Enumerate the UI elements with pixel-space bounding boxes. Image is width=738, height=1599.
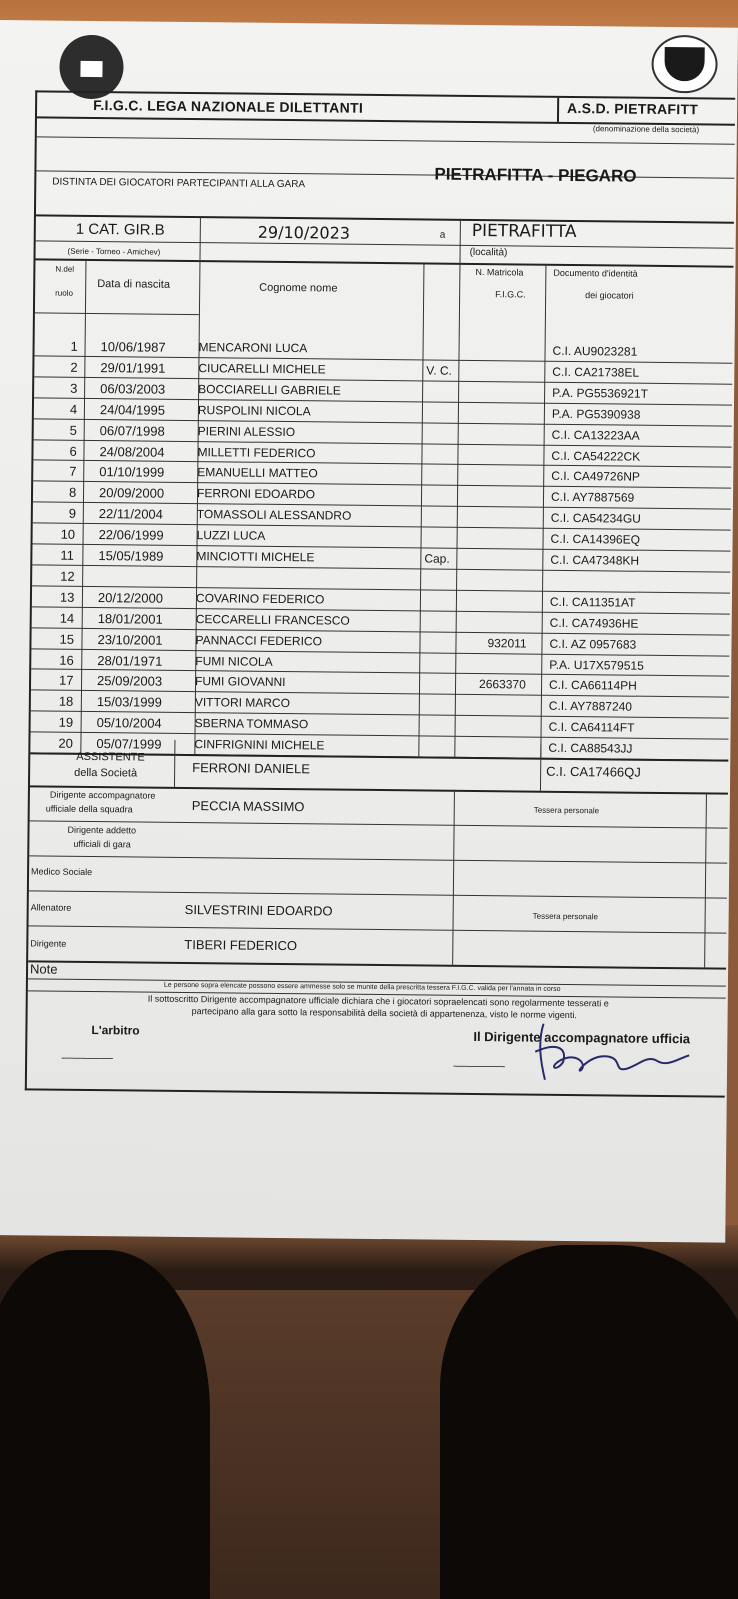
allenatore-name: SILVESTRINI EDOARDO xyxy=(184,901,333,919)
medico-label: Medico Sociale xyxy=(31,866,93,878)
match-sheet-paper xyxy=(0,20,738,1243)
col-doc-1: Documento d'identità xyxy=(553,267,638,279)
player-document: C.I. CA54234GU xyxy=(550,510,641,526)
player-document: P.A. PG5536921T xyxy=(552,385,649,401)
player-birth-date: 20/12/2000 xyxy=(97,589,164,606)
player-name: PIERINI ALESSIO xyxy=(197,423,296,439)
player-number: 8 xyxy=(68,485,77,501)
declaration-line-2: partecipano alla gara sotto la responsabilità della società di appartenenza, visto le norme vigenti. xyxy=(191,1006,577,1021)
table-column-divider xyxy=(540,264,546,758)
player-birth-date: 22/11/2004 xyxy=(98,506,164,522)
player-name: RUSPOLINI NICOLA xyxy=(197,402,311,418)
player-role: V. C. xyxy=(426,363,453,378)
player-name: CINFRIGNINI MICHELE xyxy=(194,737,325,753)
player-document: P.A. PG5390938 xyxy=(551,406,641,422)
player-number: 13 xyxy=(59,589,75,605)
player-birth-date: 18/01/2001 xyxy=(97,610,163,627)
player-name: PANNACCI FEDERICO xyxy=(195,632,323,648)
dirigente-name: TIBERI FEDERICO xyxy=(184,936,298,954)
player-number: 11 xyxy=(60,547,74,563)
player-name: MILLETTI FEDERICO xyxy=(197,444,316,460)
player-name: CIUCARELLI MICHELE xyxy=(198,360,326,377)
player-name: TOMASSOLI ALESSANDRO xyxy=(196,507,352,523)
player-number: 14 xyxy=(59,610,75,626)
player-number: 4 xyxy=(69,401,78,417)
player-number: 16 xyxy=(59,652,74,668)
club-name: A.S.D. PIETRAFITT xyxy=(567,99,699,118)
dirigente-acc-name: PECCIA MASSIMO xyxy=(191,798,305,815)
player-birth-date: 24/04/1995 xyxy=(99,401,166,418)
place: PIETRAFITTA xyxy=(471,220,577,243)
player-number: 1 xyxy=(70,338,78,354)
player-number: 9 xyxy=(68,505,77,522)
col-name: Cognome nome xyxy=(259,281,338,295)
player-document: C.I. CA74936HE xyxy=(549,615,639,631)
fine-print: Le persone sopra elencate possono essere ammesse solo se munite della prescritta tessera F.I.G.C. valida per l'annata in corso xyxy=(163,981,561,993)
player-matricola: 932011 xyxy=(487,635,527,651)
player-birth-date: 05/10/2004 xyxy=(96,715,162,731)
player-document: C.I. AY7887569 xyxy=(550,490,635,505)
dirigente-signature-label: Il Dirigente accompagnatore ufficia xyxy=(473,1029,691,1047)
addetto-label-2: ufficiali di gara xyxy=(73,838,131,850)
player-birth-date: 28/01/1971 xyxy=(97,652,163,669)
header-divider xyxy=(35,312,199,315)
player-birth-date: 15/05/1989 xyxy=(98,548,164,564)
assistant-doc: C.I. CA17466QJ xyxy=(546,763,641,780)
match-title: PIETRAFITTA - PIEGARO xyxy=(434,164,637,186)
allenatore-label: Allenatore xyxy=(30,902,72,913)
player-document: C.I. CA64114FT xyxy=(548,719,635,735)
player-birth-date: 23/10/2001 xyxy=(97,631,163,648)
note-label: Note xyxy=(29,961,58,977)
player-number: 17 xyxy=(59,673,74,689)
player-number: 20 xyxy=(58,735,73,751)
player-number: 12 xyxy=(60,568,75,584)
addetto-label-1: Dirigente addetto xyxy=(67,824,137,836)
player-document: C.I. AU9023281 xyxy=(552,343,638,359)
player-birth-date: 01/10/1999 xyxy=(99,464,165,481)
player-name: COVARINO FEDERICO xyxy=(195,590,325,607)
match-sheet-form xyxy=(25,90,735,1097)
player-role: Cap. xyxy=(424,551,450,566)
player-document: C.I. CA54222CK xyxy=(551,448,641,464)
player-document: C.I. CA21738EL xyxy=(552,364,640,380)
col-birth: Data di nascita xyxy=(97,278,171,291)
dark-shadow-left xyxy=(0,1250,210,1599)
list-label: DISTINTA DEI GIOCATORI PARTECIPANTI ALLA GARA xyxy=(52,176,306,191)
player-birth-date: 20/09/2000 xyxy=(98,485,165,502)
player-birth-date: 25/09/2003 xyxy=(97,673,163,690)
player-name: FERRONI EDOARDO xyxy=(196,486,316,502)
player-birth-date: 05/07/1999 xyxy=(96,736,162,752)
player-document: C.I. AZ 0957683 xyxy=(549,636,637,652)
player-number: 3 xyxy=(70,380,78,396)
player-number: 10 xyxy=(60,526,76,542)
declaration-line-1: Il sottoscritto Dirigente accompagnatore ufficiale dichiara che i giocatori sopraelencati sono regolarmente tesserati e xyxy=(147,993,609,1009)
player-name: MINCIOTTI MICHELE xyxy=(196,549,315,565)
place-caption: (località) xyxy=(469,246,508,259)
col-matricola-1: N. Matricola xyxy=(475,266,524,278)
assistant-label-1: ASSISTENTE xyxy=(76,750,145,764)
player-birth-date: 10/06/1987 xyxy=(100,339,166,355)
lnd-logo-icon xyxy=(59,35,124,100)
arbitro-label: L'arbitro xyxy=(91,1023,140,1038)
player-name: CECCARELLI FRANCESCO xyxy=(195,611,350,628)
player-document: C.I. CA14396EQ xyxy=(550,531,641,547)
col-matricola-2: F.I.G.C. xyxy=(495,289,526,300)
player-name: BOCCIARELLI GABRIELE xyxy=(198,381,341,398)
player-document: C.I. CA47348KH xyxy=(550,552,640,568)
player-birth-date: 22/06/1999 xyxy=(98,527,164,543)
player-number: 15 xyxy=(59,631,75,647)
dark-shadow-right xyxy=(440,1245,738,1599)
category-caption: (Serie - Torneo - Amichev) xyxy=(67,246,161,257)
player-document: P.A. U17X579515 xyxy=(549,657,644,673)
player-birth-date: 24/08/2004 xyxy=(99,443,165,460)
tessera-label-1: Tessera personale xyxy=(533,805,600,816)
club-name-caption: (denominazione della società) xyxy=(592,124,700,135)
player-name: FUMI NICOLA xyxy=(195,653,273,669)
table-column-divider xyxy=(418,262,424,756)
player-number: 6 xyxy=(69,443,77,459)
table-column-divider xyxy=(454,219,461,757)
dirigente-signature-line: ---------------------- xyxy=(453,1060,505,1073)
player-birth-date: 15/03/1999 xyxy=(96,694,163,711)
player-name: MENCARONI LUCA xyxy=(198,340,308,356)
player-birth-date: 06/07/1998 xyxy=(99,422,165,439)
player-document: C.I. CA88543JJ xyxy=(548,740,633,756)
player-matricola: 2663370 xyxy=(478,677,526,692)
a-label: a xyxy=(439,229,446,241)
player-name: SBERNA TOMMASO xyxy=(194,716,309,732)
handwritten-signature xyxy=(527,1014,708,1086)
player-birth-date: 29/01/1991 xyxy=(100,359,166,376)
player-name: VITTORI MARCO xyxy=(194,695,291,711)
player-document: C.I. CA13223AA xyxy=(551,427,640,443)
player-document: C.I. CA11351AT xyxy=(549,594,636,610)
player-name: EMANUELLI MATTEO xyxy=(197,465,318,481)
player-number: 19 xyxy=(58,714,74,730)
club-crest-icon xyxy=(651,35,718,94)
category: 1 CAT. GIR.B xyxy=(75,220,165,239)
table-column-divider xyxy=(194,216,201,754)
table-column-divider xyxy=(80,259,86,753)
assistant-name: FERRONI DANIELE xyxy=(192,760,311,777)
player-number: 5 xyxy=(69,422,78,438)
col-num-2: ruolo xyxy=(55,288,73,298)
dirigente-label: Dirigente xyxy=(30,938,67,949)
dirigente-acc-label-1: Dirigente accompagnatore xyxy=(49,789,156,801)
col-doc-2: dei giocatori xyxy=(585,290,634,301)
arbitro-signature-line: ---------------------- xyxy=(61,1052,113,1065)
tessera-label-2: Tessera personale xyxy=(532,911,599,922)
player-document: C.I. AY7887240 xyxy=(548,699,633,714)
federation-title: F.I.G.C. LEGA NAZIONALE DILETTANTI xyxy=(93,96,364,116)
match-date: 29/10/2023 xyxy=(257,222,351,243)
player-document: C.I. CA49726NP xyxy=(551,469,641,485)
player-name: FUMI GIOVANNI xyxy=(195,674,286,690)
player-document: C.I. CA66114PH xyxy=(548,678,637,694)
assistant-label-2: della Società xyxy=(74,766,138,780)
player-number: 18 xyxy=(58,693,74,710)
player-name: LUZZI LUCA xyxy=(196,528,266,543)
player-number: 2 xyxy=(70,359,78,375)
player-number: 7 xyxy=(69,464,77,480)
player-birth-date: 06/03/2003 xyxy=(100,380,166,397)
col-num-1: N.del xyxy=(55,264,75,274)
dirigente-acc-label-2: ufficiale della squadra xyxy=(45,803,133,815)
